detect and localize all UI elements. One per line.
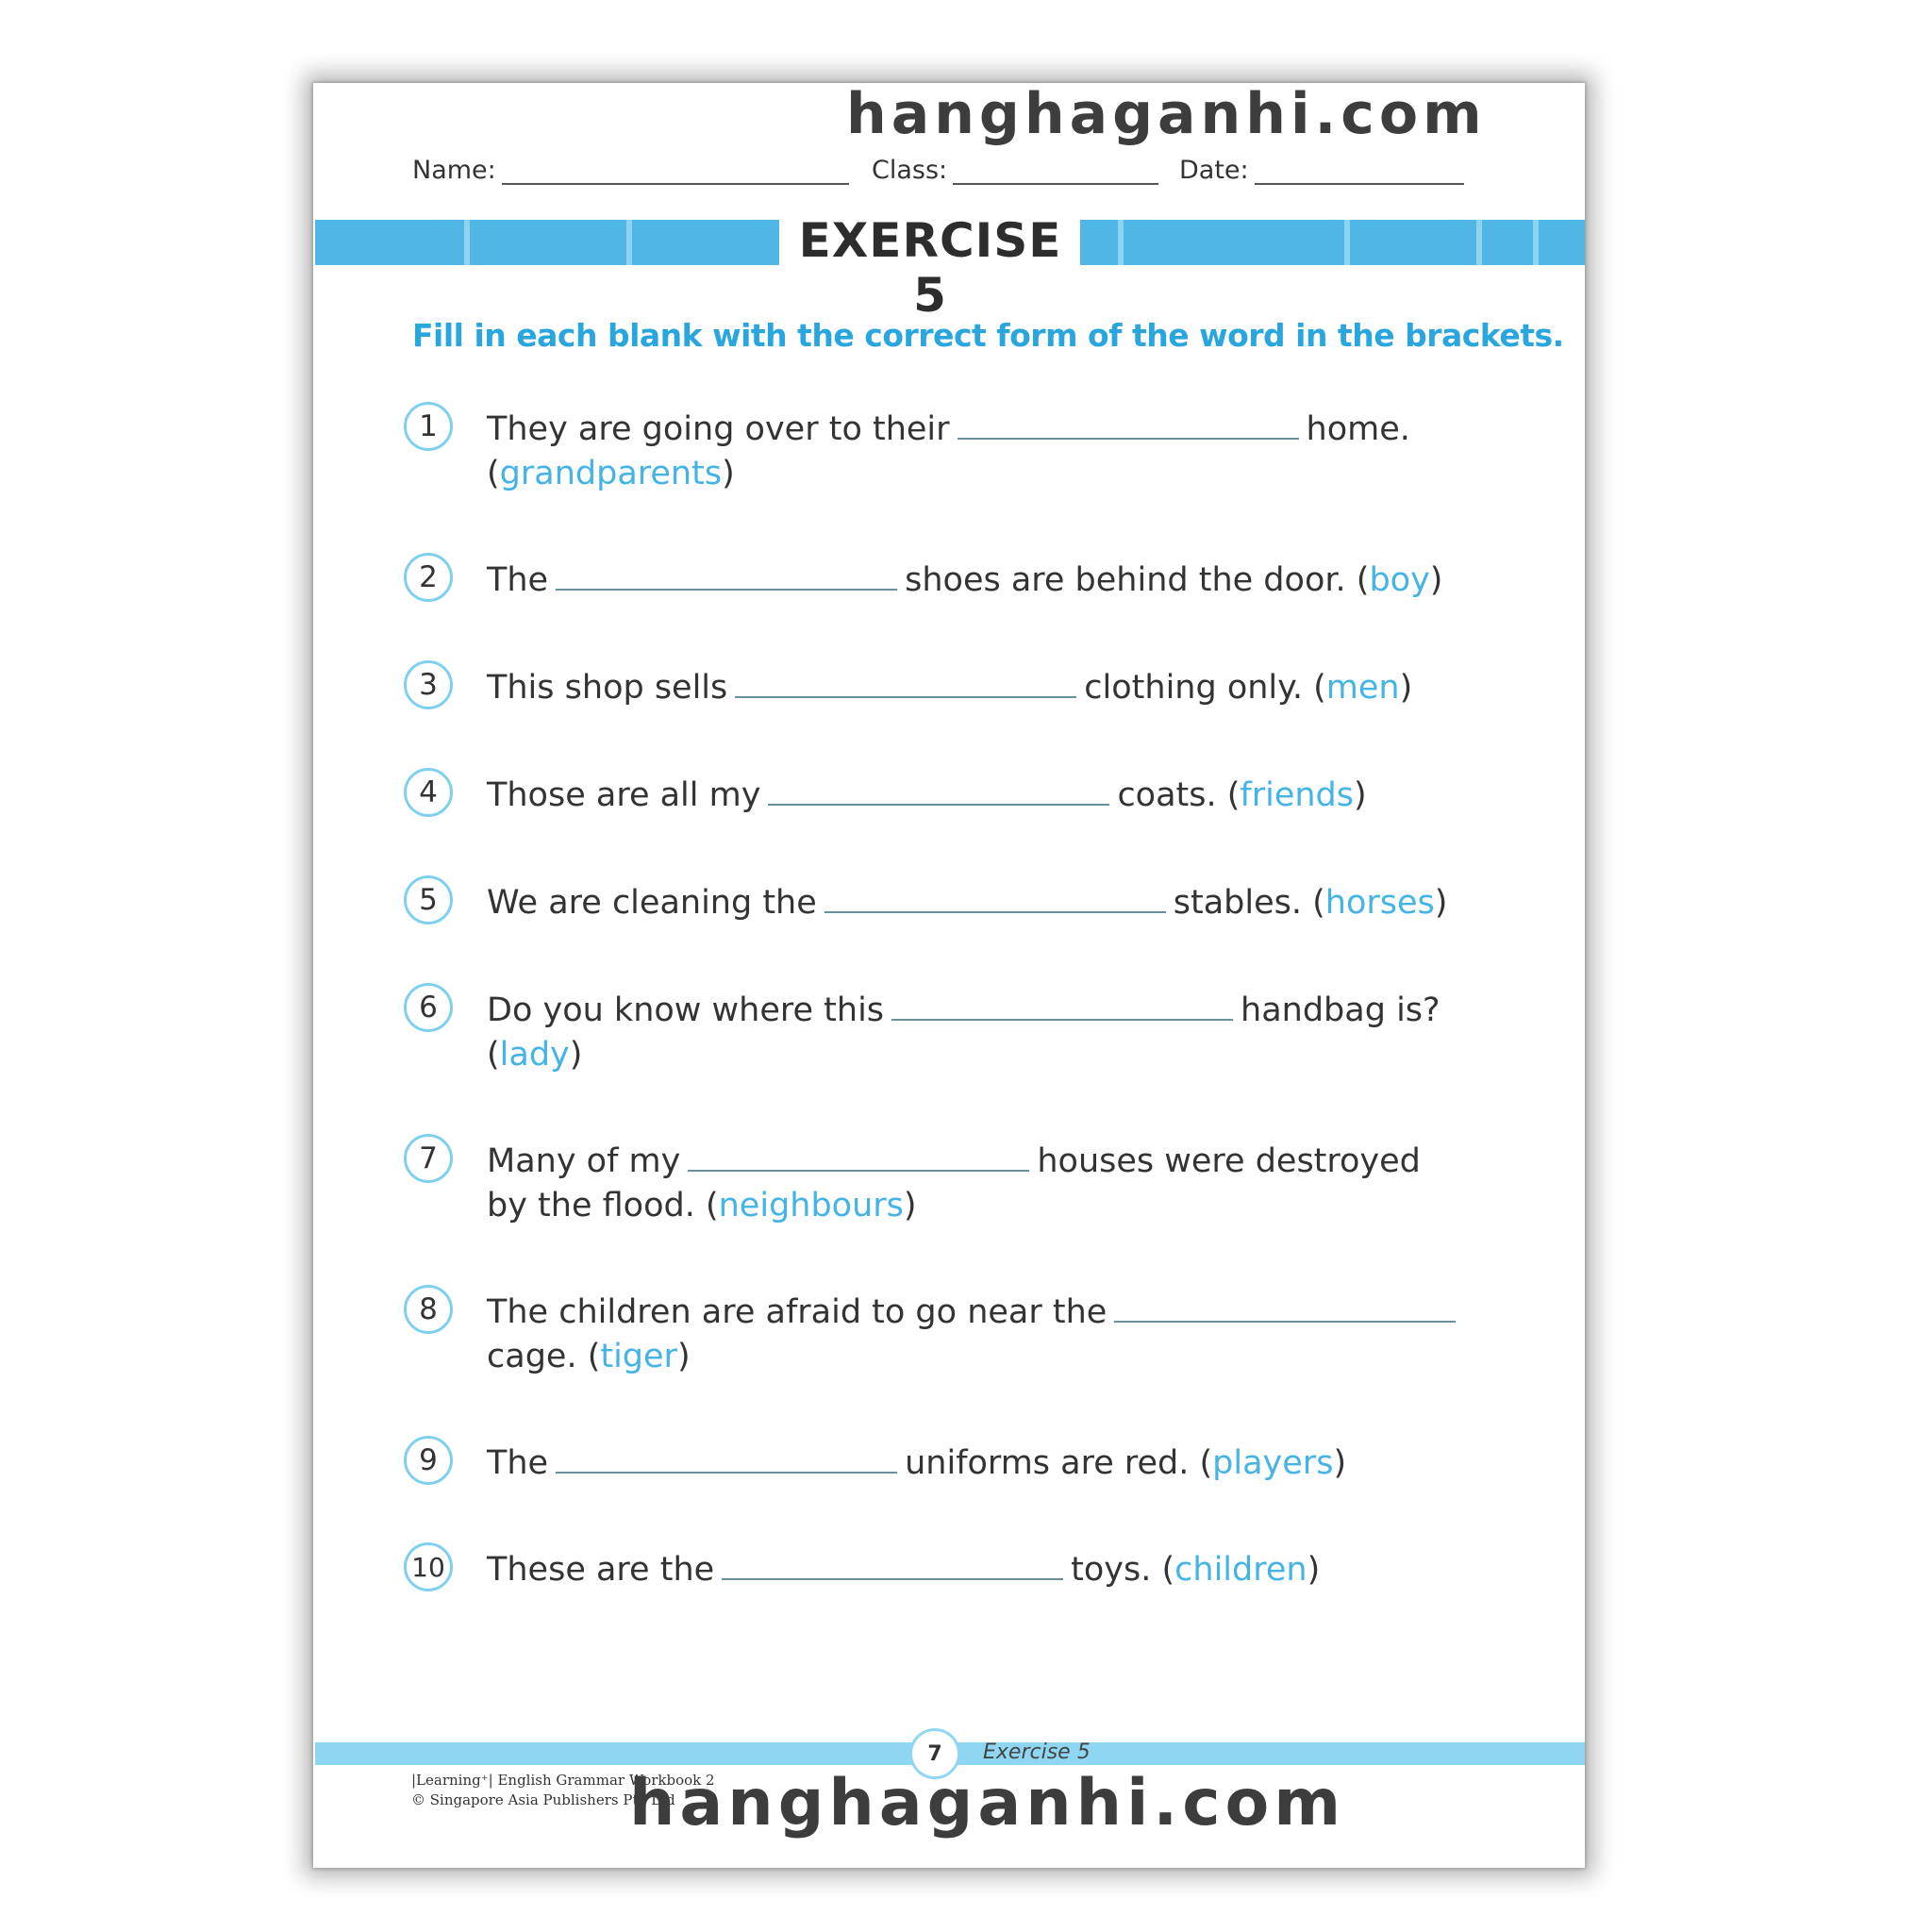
question-number: 10 bbox=[404, 1542, 453, 1591]
hint-word: horses bbox=[1324, 884, 1435, 922]
answer-blank[interactable] bbox=[958, 415, 1299, 440]
hint-word: men bbox=[1325, 669, 1400, 707]
publisher-copyright: © Singapore Asia Publishers Pte Ltd bbox=[411, 1791, 675, 1808]
class-field bbox=[872, 156, 1158, 185]
date-label: Date: bbox=[1179, 156, 1249, 185]
question-number: 1 bbox=[404, 402, 453, 451]
question-number: 8 bbox=[404, 1285, 453, 1334]
page-number: 7 bbox=[909, 1728, 960, 1779]
answer-blank[interactable] bbox=[688, 1147, 1029, 1172]
hint-word: neighbours bbox=[718, 1187, 904, 1224]
hint-word: friends bbox=[1240, 776, 1355, 814]
footer-exercise-label: Exercise 5 bbox=[983, 1740, 1091, 1764]
date-field bbox=[1179, 156, 1464, 185]
title-band-left bbox=[315, 220, 779, 265]
name-field bbox=[412, 156, 849, 185]
exercise-title: EXERCISE 5 bbox=[798, 213, 1062, 323]
answer-blank[interactable] bbox=[556, 566, 897, 591]
answer-blank[interactable] bbox=[768, 781, 1109, 806]
hint-word: children bbox=[1174, 1551, 1307, 1589]
question-number: 7 bbox=[404, 1134, 453, 1183]
hint-word: grandparents bbox=[499, 455, 723, 492]
hint-word: players bbox=[1212, 1444, 1334, 1482]
hint-word: lady bbox=[499, 1036, 570, 1074]
name-label: Name: bbox=[412, 156, 496, 185]
name-line bbox=[502, 164, 849, 185]
hint-word: tiger bbox=[600, 1338, 677, 1375]
question-number: 6 bbox=[404, 983, 453, 1032]
question-number: 4 bbox=[404, 768, 453, 817]
watermark-top: hanghaganhi.com bbox=[846, 81, 1487, 147]
answer-blank[interactable] bbox=[722, 1556, 1063, 1580]
answer-blank[interactable] bbox=[556, 1449, 897, 1474]
answer-blank[interactable] bbox=[1114, 1298, 1456, 1323]
class-label: Class: bbox=[872, 156, 948, 185]
watermark-bottom: hanghaganhi.com bbox=[629, 1766, 1346, 1840]
hint-word: boy bbox=[1369, 561, 1430, 599]
date-line bbox=[1255, 164, 1464, 185]
book-title: |Learning⁺| English Grammar Workbook 2 bbox=[411, 1772, 715, 1789]
question-number: 5 bbox=[404, 875, 453, 924]
instruction-text: Fill in each blank with the correct form of the word in the brackets. bbox=[412, 317, 1564, 354]
answer-blank[interactable] bbox=[891, 996, 1233, 1021]
title-band-right bbox=[1080, 220, 1585, 265]
answer-blank[interactable] bbox=[735, 674, 1076, 698]
class-line bbox=[953, 164, 1158, 185]
question-number: 9 bbox=[404, 1436, 453, 1485]
question-number: 3 bbox=[404, 660, 453, 709]
question-number: 2 bbox=[404, 553, 453, 602]
answer-blank[interactable] bbox=[824, 889, 1166, 913]
